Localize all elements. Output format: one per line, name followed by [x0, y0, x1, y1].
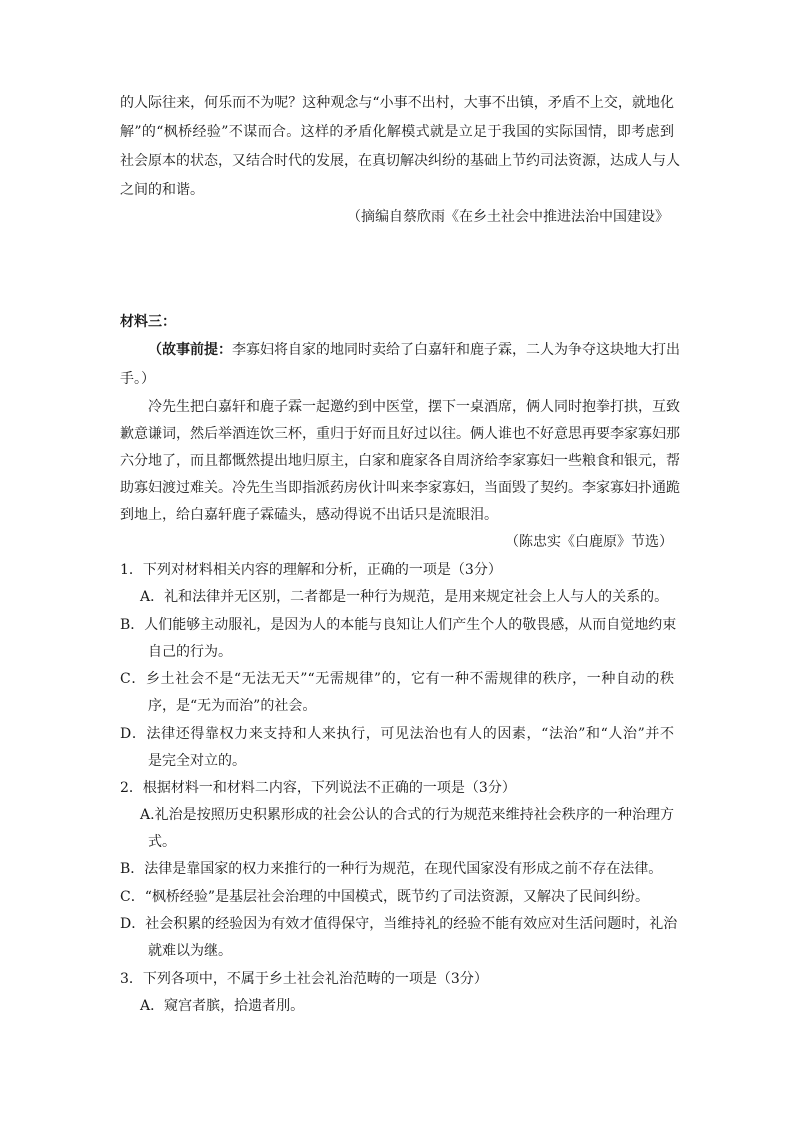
story-line-3: 六分地了，而且都慨然提出地归原主，白家和鹿家各自周济给李家寡妇一些粮食和银元，帮	[120, 453, 680, 469]
q1-option-a: A．礼和法律并无区别，二者都是一种行为规范，是用来规定社会上人与人的关系的。	[140, 589, 669, 605]
material2-line-2: 解”的“枫桥经验”不谋而合。这样的矛盾化解模式就是立足于我国的实际国情，即考虑到	[120, 124, 674, 140]
story-line-1: 冷先生把白嘉轩和鹿子霖一起邀约到中医堂，摆下一桌酒席，俩人同时抱拳打拱，互致	[148, 399, 680, 415]
material2-source: （摘编自蔡欣雨《在乡土社会中推进法治中国建设》	[347, 209, 669, 225]
q2-option-b: B．法律是靠国家的权力来推行的一种行为规范，在现代国家没有形成之前不存在法律。	[120, 861, 663, 877]
q2-option-a-cont: 式。	[148, 834, 176, 850]
question-3-stem: 3．下列各项中，不属于乡土社会礼治范畴的一项是（3分）	[120, 971, 488, 987]
q3-option-a: A．窥宫者膑，拾遗者刖。	[140, 998, 305, 1014]
q1-option-b-cont: 自己的行为。	[148, 644, 232, 660]
story-line-2: 歉意谦词，然后举酒连饮三杯，重归于好而且好过以往。俩人谁也不好意思再要李家寡妇那	[120, 426, 680, 442]
q2-option-d: D．社会积累的经验因为有效才值得保守，当维持礼的经验不能有效应对生活问题时，礼治	[120, 916, 678, 932]
question-1-stem: 1．下列对材料相关内容的理解和分析，正确的一项是（3分）	[120, 562, 502, 578]
premise-text: 李寡妇将自家的地同时卖给了白嘉轩和鹿子霖，二人为争夺这块地大打出	[232, 342, 680, 358]
material2-line-3: 社会原本的状态，又结合时代的发展，在真切解决纠纷的基础上节约司法资源，达成人与人	[120, 153, 680, 169]
story-line-5: 到地上，给白嘉轩鹿子霖磕头，感动得说不出话只是流眼泪。	[120, 507, 498, 523]
q1-option-c-cont: 序，是“无为而治”的社会。	[148, 698, 317, 714]
q1-option-c: C．乡土社会不是“无法无天”“无需规律”的，它有一种不需规律的秩序，一种自动的秩	[120, 671, 674, 687]
premise-label: （故事前提：	[148, 342, 232, 358]
story-line-4: 助寡妇渡过难关。冷先生当即指派药房伙计叫来李家寡妇，当面毁了契约。李家寡妇扑通跪	[120, 480, 680, 496]
material2-line-1: 的人际往来，何乐而不为呢？这种观念与“小事不出村，大事不出镇，矛盾不上交，就地化	[120, 95, 674, 111]
question-2-stem: 2．根据材料一和材料二内容，下列说法不正确的一项是（3分）	[120, 780, 516, 796]
material2-line-4: 之间的和谐。	[120, 182, 204, 198]
q1-option-b: B．人们能够主动服礼，是因为人的本能与良知让人们产生个人的敬畏感，从而自觉地约束	[120, 617, 677, 633]
material3-premise-cont: 手。）	[120, 371, 155, 387]
material3-heading: 材料三：	[120, 314, 176, 330]
material3-source: （陈忠实《白鹿原》节选）	[505, 534, 673, 550]
q1-option-d: D．法律还得靠权力来支持和人来执行，可见法治也有人的因素，“法治”和“人治”并不	[120, 726, 674, 742]
q2-option-d-cont: 就难以为继。	[148, 943, 232, 959]
material3-premise	[148, 341, 680, 359]
q2-option-a: A.礼治是按照历史积累形成的社会公认的合式的行为规范来维持社会秩序的一种治理方	[140, 807, 674, 823]
q2-option-c: C．“枫桥经验”是基层社会治理的中国模式，既节约了司法资源，又解决了民间纠纷。	[120, 889, 650, 905]
q1-option-d-cont: 是完全对立的。	[148, 753, 246, 769]
